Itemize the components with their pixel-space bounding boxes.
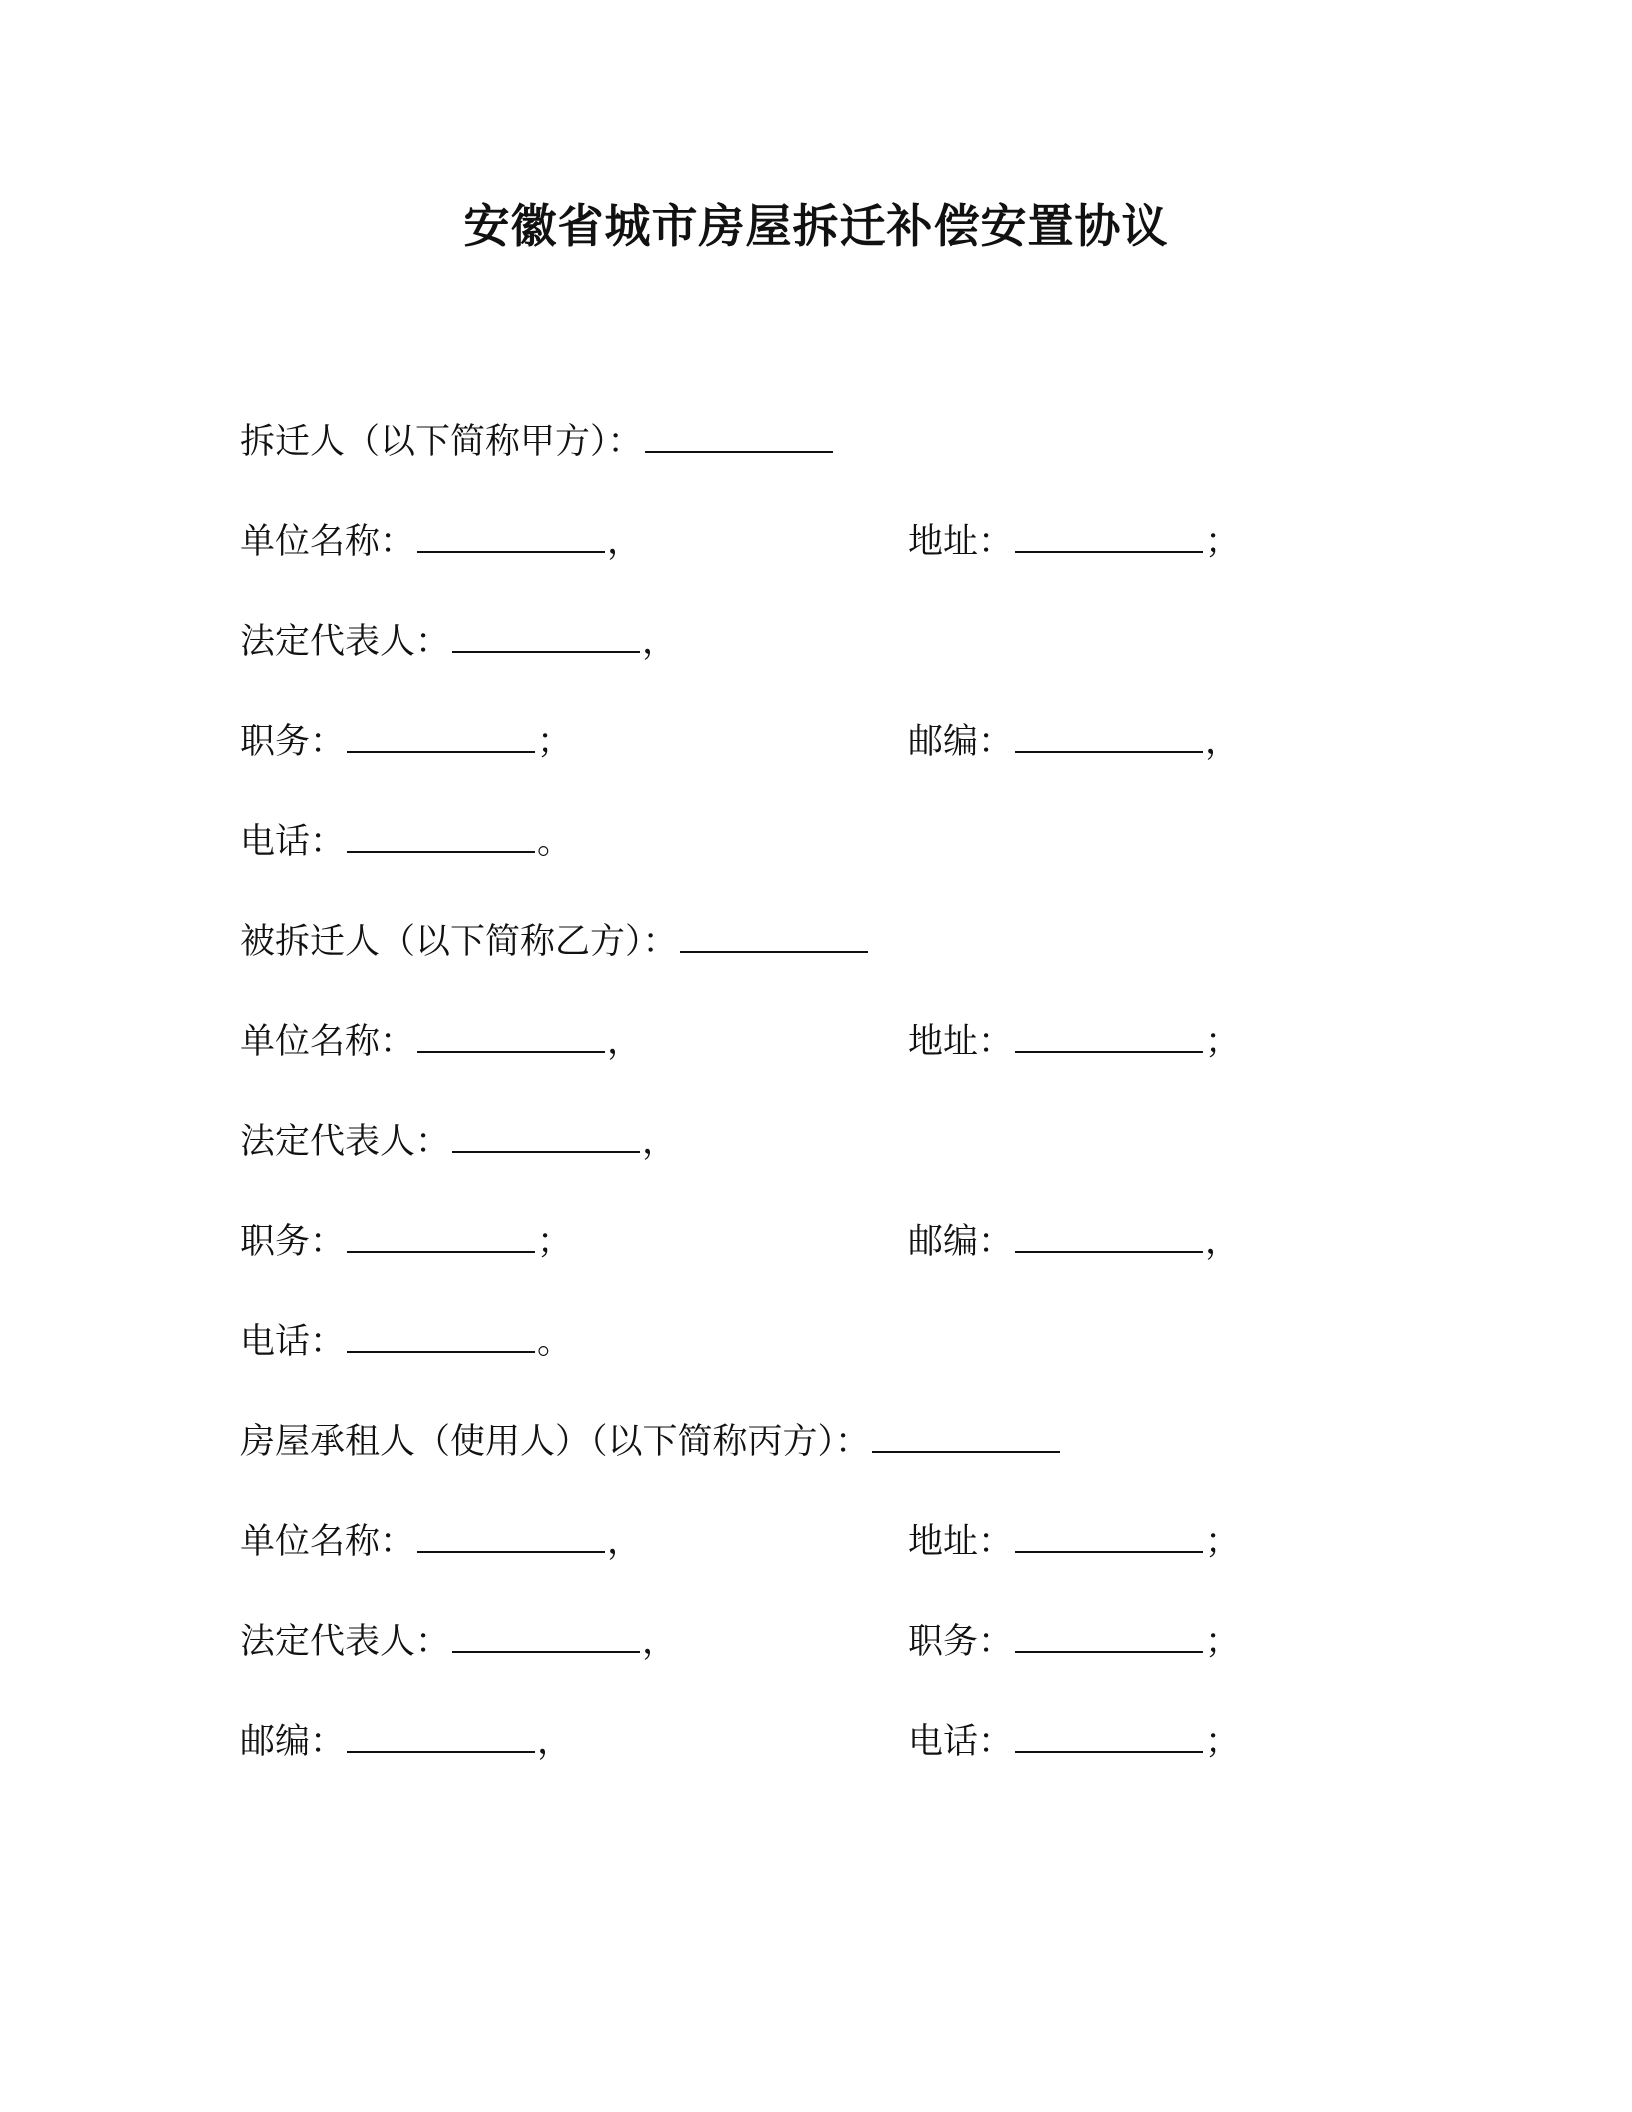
field-punctuation: ， xyxy=(607,1522,643,1562)
party-c-postcode-blank[interactable] xyxy=(347,1721,535,1753)
party-a-heading: 拆迁人（以下简称甲方）： xyxy=(240,422,643,462)
party-c-position-blank[interactable] xyxy=(1015,1621,1203,1653)
field-punctuation: ； xyxy=(1205,1622,1241,1662)
party-b-postcode-blank[interactable] xyxy=(1015,1221,1203,1253)
party-c-unit-name-blank[interactable] xyxy=(417,1521,605,1553)
field-label: 地址： xyxy=(908,1522,1014,1562)
field-label: 单位名称： xyxy=(240,1522,416,1562)
field-label: 职务： xyxy=(240,1222,346,1262)
field-punctuation: 。 xyxy=(537,1322,573,1362)
party-c-address-blank[interactable] xyxy=(1015,1521,1203,1553)
party-a-position-postcode-line xyxy=(240,714,1440,770)
party-c-legal-rep-field xyxy=(240,1614,677,1670)
party-b-legal-rep-field xyxy=(240,1114,677,1170)
party-c-postcode-phone-line xyxy=(240,1714,1440,1770)
field-punctuation: ， xyxy=(607,522,643,562)
field-punctuation: ， xyxy=(642,1122,678,1162)
field-punctuation: ， xyxy=(1205,722,1241,762)
party-a-postcode-field xyxy=(908,714,1240,770)
field-label: 法定代表人： xyxy=(240,1622,451,1662)
party-c-postcode-field xyxy=(240,1714,572,1770)
field-label: 地址： xyxy=(908,1022,1014,1062)
party-b-legal-rep-line xyxy=(240,1114,1440,1170)
party-a-unit-address-line xyxy=(240,514,1440,570)
party-a-phone-blank[interactable] xyxy=(347,821,535,853)
field-label: 职务： xyxy=(908,1622,1014,1662)
field-punctuation: 。 xyxy=(537,822,573,862)
party-a-address-field xyxy=(908,514,1240,570)
party-c-legal-rep-position-line xyxy=(240,1614,1440,1670)
party-c-legal-rep-blank[interactable] xyxy=(452,1621,640,1653)
party-a-phone-field xyxy=(240,814,572,870)
party-b-address-blank[interactable] xyxy=(1015,1021,1203,1053)
field-label: 地址： xyxy=(908,522,1014,562)
field-punctuation: ； xyxy=(1205,1722,1241,1762)
party-a-postcode-blank[interactable] xyxy=(1015,721,1203,753)
field-punctuation: ； xyxy=(1205,1522,1241,1562)
field-label: 单位名称： xyxy=(240,522,416,562)
party-b-phone-blank[interactable] xyxy=(347,1321,535,1353)
party-a-unit-name-field xyxy=(240,514,642,570)
document-title: 安徽省城市房屋拆迁补偿安置协议 xyxy=(463,199,1169,253)
field-punctuation: ， xyxy=(1205,1222,1241,1262)
party-b-phone-line xyxy=(240,1314,1440,1370)
party-c-position-field xyxy=(908,1614,1240,1670)
field-label: 邮编： xyxy=(908,1222,1014,1262)
party-a-heading-line xyxy=(240,414,1440,470)
field-label: 邮编： xyxy=(908,722,1014,762)
field-punctuation: ， xyxy=(537,1722,573,1762)
party-b-postcode-field xyxy=(908,1214,1240,1270)
field-label: 法定代表人： xyxy=(240,622,451,662)
field-punctuation: ； xyxy=(537,722,573,762)
party-a-legal-rep-field xyxy=(240,614,677,670)
party-b-position-blank[interactable] xyxy=(347,1221,535,1253)
field-punctuation: ， xyxy=(642,622,678,662)
party-b-address-field xyxy=(908,1014,1240,1070)
party-b-heading: 被拆迁人（以下简称乙方）： xyxy=(240,922,678,962)
field-label: 单位名称： xyxy=(240,1022,416,1062)
party-c-unit-name-field xyxy=(240,1514,642,1570)
party-c-unit-address-line xyxy=(240,1514,1440,1570)
party-a-position-blank[interactable] xyxy=(347,721,535,753)
party-b-position-postcode-line xyxy=(240,1214,1440,1270)
field-label: 电话： xyxy=(240,1322,346,1362)
party-b-unit-name-field xyxy=(240,1014,642,1070)
party-b-heading-line xyxy=(240,914,1440,970)
party-a-address-blank[interactable] xyxy=(1015,521,1203,553)
party-a-legal-rep-line xyxy=(240,614,1440,670)
party-c-name-blank[interactable] xyxy=(872,1421,1060,1453)
field-label: 电话： xyxy=(908,1722,1014,1762)
party-c-phone-field xyxy=(908,1714,1240,1770)
field-label: 职务： xyxy=(240,722,346,762)
party-a-unit-name-blank[interactable] xyxy=(417,521,605,553)
field-punctuation: ； xyxy=(1205,1022,1241,1062)
party-b-unit-name-blank[interactable] xyxy=(417,1021,605,1053)
party-b-legal-rep-blank[interactable] xyxy=(452,1121,640,1153)
field-punctuation: ， xyxy=(642,1622,678,1662)
party-c-address-field xyxy=(908,1514,1240,1570)
party-b-position-field xyxy=(240,1214,572,1270)
party-a-name-blank[interactable] xyxy=(645,421,833,453)
party-b-name-blank[interactable] xyxy=(680,921,868,953)
party-c-phone-blank[interactable] xyxy=(1015,1721,1203,1753)
party-c-heading-line xyxy=(240,1414,1440,1470)
party-c-heading: 房屋承租人（使用人）（以下简称丙方）： xyxy=(240,1422,871,1462)
field-label: 电话： xyxy=(240,822,346,862)
field-punctuation: ， xyxy=(607,1022,643,1062)
field-punctuation: ； xyxy=(1205,522,1241,562)
party-b-unit-address-line xyxy=(240,1014,1440,1070)
party-b-phone-field xyxy=(240,1314,572,1370)
party-a-legal-rep-blank[interactable] xyxy=(452,621,640,653)
field-label: 邮编： xyxy=(240,1722,346,1762)
field-label: 法定代表人： xyxy=(240,1122,451,1162)
party-a-phone-line xyxy=(240,814,1440,870)
field-punctuation: ； xyxy=(537,1222,573,1262)
party-a-position-field xyxy=(240,714,572,770)
